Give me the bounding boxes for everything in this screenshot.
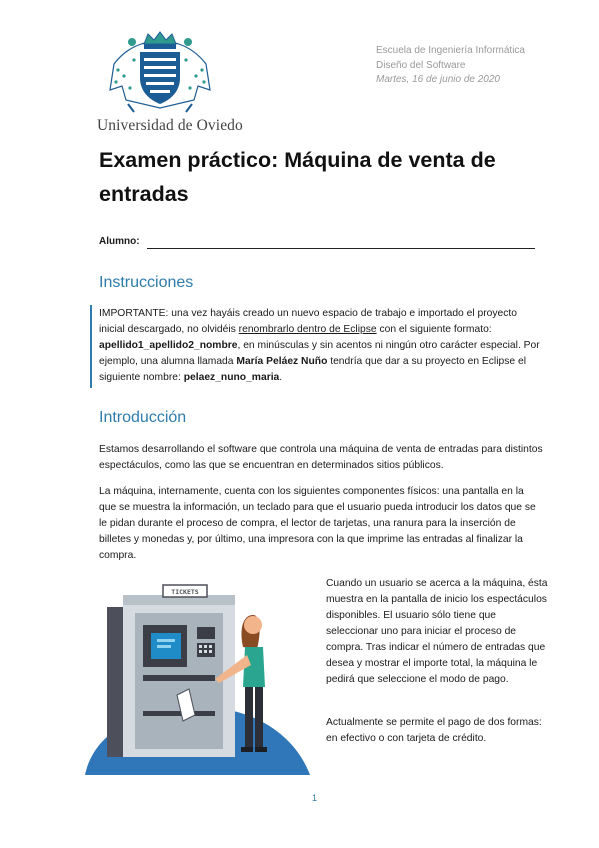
instructions-text: . bbox=[279, 372, 283, 383]
instructions-paragraph bbox=[99, 306, 541, 386]
example-student-name: María Peláez Nuño bbox=[236, 356, 328, 367]
instructions-text: IMPORTANTE: una vez hayáis creado un nuevo espacio de trabajo e importado el proyecto inicial descargado, no olvidéis bbox=[99, 308, 518, 335]
exam-date: Martes, 16 de junio de 2020 bbox=[376, 74, 500, 85]
intro-paragraph-2: La máquina, internamente, cuenta con los siguientes componentes físicos: una pantalla en la que se muestra la información, un teclado para que el usuario pueda introducir los datos que se le pidan durante el proceso de compra, el lector de tarjetas, una ranura para la inserción de billetes y monedas y, por último, una impresora con la que imprime las entradas al finalizar la compra. bbox=[99, 486, 536, 561]
instructions-text: tendría que dar a su proyecto en Eclipse el siguiente nombre: bbox=[99, 356, 526, 383]
document-meta bbox=[376, 44, 525, 88]
rename-instruction: renombrarlo dentro de Eclipse bbox=[238, 324, 377, 335]
student-label: Alumno: bbox=[99, 236, 140, 247]
section-heading-instructions: Instrucciones bbox=[99, 274, 194, 291]
course-name: Diseño del Software bbox=[376, 59, 466, 71]
tickets-sign: TICKETS bbox=[171, 588, 199, 596]
page-number: 1 bbox=[312, 793, 318, 803]
intro-paragraph-4: Actualmente se permite el pago de dos formas: en efectivo o con tarjeta de crédito. bbox=[326, 717, 542, 744]
university-name: Universidad de Oviedo bbox=[97, 117, 243, 134]
instructions-text: con el siguiente formato: bbox=[376, 324, 492, 335]
document-title: Examen práctico: Máquina de venta de entradas bbox=[99, 148, 496, 206]
instructions-text: , en minúsculas y sin acentos ni ningún otro carácter especial. Por ejemplo, una alumna llamada bbox=[99, 340, 540, 367]
ticket-machine-illustration bbox=[85, 575, 310, 775]
name-format: apellido1_apellido2_nombre bbox=[99, 340, 238, 351]
section-heading-intro: Introducción bbox=[99, 409, 187, 426]
intro-paragraph-3: Cuando un usuario se acerca a la máquina, ésta muestra en la pantalla de inicio los espectáculos disponibles. El usuario sólo tiene que seleccionar uno para iniciar el proceso de compra. Tras indicar el número de entradas que desea y mostrar el importe total, la máquina le pedirá que seleccione el modo de pago. bbox=[326, 578, 548, 685]
university-crest-icon bbox=[104, 30, 216, 114]
intro-paragraph-1: Estamos desarrollando el software que controla una máquina de venta de entradas para distintos espectáculos, como las que se encuentran en determinados sitios públicos. bbox=[99, 444, 543, 471]
callout-bar bbox=[90, 305, 92, 388]
student-name-line bbox=[147, 248, 535, 249]
school-name: Escuela de Ingeniería Informática bbox=[376, 45, 525, 56]
example-project-name: pelaez_nuno_maria bbox=[183, 372, 280, 383]
